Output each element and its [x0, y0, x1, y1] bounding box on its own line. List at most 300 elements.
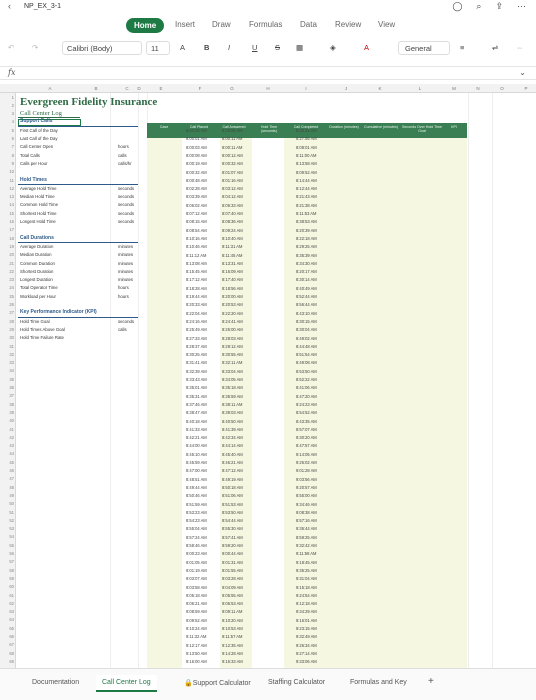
undo-icon[interactable]: ↶ [8, 43, 15, 52]
row-number[interactable]: 62 [9, 600, 14, 606]
row-number[interactable]: 29 [9, 326, 14, 332]
time-cell[interactable]: 8:32:11 AM [222, 360, 243, 366]
time-cell[interactable]: 9:08:38 AM [296, 509, 317, 515]
col-header-f[interactable]: F [198, 86, 202, 91]
row-number[interactable]: 48 [9, 484, 14, 490]
time-cell[interactable]: 8:53:23 AM [186, 509, 207, 515]
time-cell[interactable]: 8:26:00 AM [222, 327, 243, 333]
time-cell[interactable]: 8:09:52 AM [296, 169, 317, 175]
row-number[interactable]: 19 [9, 243, 14, 249]
time-cell[interactable]: 8:18:56 AM [222, 285, 243, 291]
row-number[interactable]: 49 [9, 492, 14, 498]
time-cell[interactable]: 8:00:12 AM [222, 152, 243, 158]
time-cell[interactable]: 8:25:49 AM [186, 327, 207, 333]
time-cell[interactable]: 8:20:33 AM [186, 302, 207, 308]
chevron-down-icon[interactable]: ⌄ [519, 68, 526, 77]
time-cell[interactable]: 8:08:01 AM [296, 144, 317, 150]
time-cell[interactable]: 9:26:34 AM [296, 642, 317, 648]
time-cell[interactable]: 8:00:11 AM [222, 136, 243, 142]
time-cell[interactable]: 8:24:16 AM [186, 318, 207, 324]
row-number[interactable]: 56 [9, 551, 14, 556]
time-cell[interactable]: 9:03:56 AM [296, 476, 317, 482]
col-header-i[interactable]: I [305, 86, 307, 91]
row-number[interactable]: 38 [9, 401, 14, 407]
borders-icon[interactable]: ▦ [296, 43, 304, 52]
row-number[interactable]: 37 [9, 393, 14, 399]
row-number[interactable]: 28 [9, 318, 14, 324]
share-icon[interactable]: ⇪ [495, 1, 503, 11]
row-number[interactable]: 22 [9, 268, 14, 274]
row-number[interactable]: 57 [9, 559, 14, 565]
time-cell[interactable]: 8:35:01 AM [186, 385, 207, 391]
time-cell[interactable]: 8:03:39 AM [186, 194, 207, 200]
time-cell[interactable]: 8:08:36 AM [222, 219, 243, 225]
time-cell[interactable]: 8:44:14 AM [222, 443, 243, 449]
row-number[interactable]: 55 [9, 542, 14, 548]
time-cell[interactable]: 8:22:20 AM [222, 310, 243, 316]
row-number[interactable]: 25 [9, 293, 14, 299]
time-cell[interactable]: 8:35:18 AM [222, 385, 243, 391]
time-cell[interactable]: 8:00:00 AM [186, 128, 207, 133]
tab-data[interactable]: Data [300, 20, 317, 29]
time-cell[interactable]: 8:52:22 AM [296, 377, 317, 382]
more-icon[interactable]: ··· [517, 1, 526, 11]
time-cell[interactable]: 9:16:00 AM [186, 659, 207, 665]
time-cell[interactable]: 8:59:25 AM [296, 534, 317, 540]
time-cell[interactable]: 8:04:12 AM [222, 194, 243, 200]
row-number[interactable]: 67 [9, 642, 14, 648]
time-cell[interactable]: 8:45:40 AM [222, 451, 243, 457]
lightbulb-icon[interactable]: ◯ [452, 1, 463, 11]
time-cell[interactable]: 9:06:21 AM [186, 601, 207, 607]
time-cell[interactable]: 8:51:06 AM [222, 493, 243, 499]
time-cell[interactable]: 8:14:44 AM [296, 177, 317, 183]
time-cell[interactable]: 8:27:33 AM [186, 335, 207, 341]
time-cell[interactable]: 8:17:12 AM [186, 277, 207, 283]
time-cell[interactable]: 9:08:59 AM [186, 609, 207, 615]
row-number[interactable]: 30 [9, 335, 14, 341]
time-cell[interactable]: 8:45:59 AM [186, 460, 207, 465]
time-cell[interactable]: 9:30:20 AM [296, 435, 317, 441]
col-header-b[interactable]: B [94, 86, 98, 91]
time-cell[interactable]: 8:19:44 AM [186, 294, 207, 299]
time-cell[interactable]: 9:16:33 AM [222, 659, 243, 665]
time-cell[interactable]: 8:22:04 AM [186, 310, 207, 316]
time-cell[interactable]: 8:51:54 AM [296, 352, 317, 358]
time-cell[interactable]: 9:12:17 AM [186, 642, 207, 648]
row-number[interactable]: 33 [9, 360, 14, 366]
row-number[interactable]: 58 [9, 567, 14, 573]
time-cell[interactable]: 9:01:28 AM [296, 468, 317, 474]
time-cell[interactable]: 8:34:05 AM [222, 377, 243, 382]
time-cell[interactable]: 9:03:28 AM [222, 576, 243, 582]
fill-color-icon[interactable]: ◈ [330, 43, 336, 52]
number-format-select[interactable]: General [398, 41, 450, 55]
time-cell[interactable]: 8:58:46 AM [186, 543, 207, 548]
align-icon[interactable]: ≡ [460, 43, 465, 52]
time-cell[interactable]: 9:32:49 AM [296, 634, 317, 640]
time-cell[interactable]: 9:26:02 AM [296, 460, 317, 465]
time-cell[interactable]: 8:47:00 AM [186, 468, 207, 474]
row-number[interactable]: 66 [9, 634, 14, 639]
row-number[interactable]: 50 [9, 501, 14, 507]
time-cell[interactable]: 8:01:16 AM [222, 177, 243, 183]
tab-home[interactable]: Home [126, 18, 164, 33]
header-cumulative[interactable]: Cumulative (minutes) [364, 125, 398, 129]
time-cell[interactable]: 8:22:18 AM [296, 235, 317, 241]
time-cell[interactable]: 9:14:05 AM [296, 451, 317, 457]
row-number[interactable]: 23 [9, 277, 14, 283]
row-number[interactable]: 54 [9, 534, 14, 540]
time-cell[interactable]: 8:29:25 AM [296, 244, 317, 250]
col-header-m[interactable]: M [452, 86, 456, 91]
time-cell[interactable]: 8:51:53 AM [222, 501, 243, 507]
font-name-select[interactable]: Calibri (Body) [62, 41, 142, 55]
col-header-e[interactable]: E [159, 86, 163, 91]
time-cell[interactable]: 9:06:53 AM [222, 601, 243, 607]
row-number[interactable]: 65 [9, 625, 14, 631]
row-number[interactable]: 64 [9, 617, 14, 623]
time-cell[interactable]: 8:08:15 AM [186, 219, 207, 225]
time-cell[interactable]: 8:11:45 AM [222, 252, 243, 258]
time-cell[interactable]: 8:00:32 AM [186, 169, 207, 175]
time-cell[interactable]: 8:07:12 AM [186, 211, 207, 216]
time-cell[interactable]: 8:00:05 AM [222, 128, 243, 133]
time-cell[interactable]: 8:07:40 AM [222, 211, 243, 216]
time-cell[interactable]: 9:00:44 AM [222, 551, 243, 557]
row-number[interactable]: 10 [9, 169, 14, 175]
row-number[interactable]: 39 [9, 409, 14, 415]
time-cell[interactable]: 8:49:02 AM [296, 335, 317, 341]
time-cell[interactable]: 9:03:58 AM [186, 584, 207, 590]
time-cell[interactable]: 8:38:53 AM [296, 219, 317, 225]
redo-icon[interactable]: ↷ [32, 43, 39, 52]
time-cell[interactable]: 8:31:41 AM [186, 360, 207, 366]
time-cell[interactable]: 8:54:23 AM [186, 518, 207, 524]
time-cell[interactable]: 9:12:18 AM [296, 601, 317, 607]
spreadsheet-grid[interactable] [0, 84, 536, 668]
time-cell[interactable]: 8:41:33 AM [186, 426, 207, 432]
time-cell[interactable]: 8:20:42 AM [296, 128, 317, 133]
time-cell[interactable]: 8:49:19 AM [222, 476, 243, 482]
time-cell[interactable]: 8:15:45 AM [186, 269, 207, 275]
font-color-icon[interactable]: A [364, 43, 370, 52]
row-number[interactable]: 63 [9, 609, 14, 615]
time-cell[interactable]: 9:04:09 AM [222, 584, 243, 590]
time-cell[interactable]: 8:35:39 AM [296, 252, 317, 258]
col-header-h[interactable]: H [266, 86, 270, 91]
row-number[interactable]: 44 [9, 451, 14, 457]
time-cell[interactable]: 8:11:53 AM [296, 211, 317, 216]
row-number[interactable]: 52 [9, 517, 14, 523]
time-cell[interactable]: 9:05:18 AM [186, 592, 207, 598]
row-number[interactable]: 51 [9, 509, 14, 515]
tab-draw[interactable]: Draw [212, 20, 231, 29]
merge-icon[interactable]: ⇔ [516, 43, 524, 52]
row-number[interactable]: 61 [9, 592, 14, 598]
row-number[interactable]: 69 [9, 658, 14, 664]
time-cell[interactable]: 8:52:44 AM [296, 294, 317, 299]
time-cell[interactable]: 9:01:19 AM [186, 567, 207, 573]
time-cell[interactable]: 8:41:06 AM [296, 385, 317, 391]
col-header-g[interactable]: G [230, 86, 234, 91]
time-cell[interactable]: 8:49:44 AM [186, 484, 207, 490]
row-number[interactable]: 35 [9, 376, 14, 382]
time-cell[interactable]: 8:30:14 AM [296, 277, 317, 283]
tab-view[interactable]: View [378, 20, 396, 29]
time-cell[interactable]: 8:47:57 AM [296, 443, 317, 449]
row-number[interactable]: 31 [9, 343, 14, 349]
time-cell[interactable]: 8:45:10 AM [186, 451, 207, 457]
row-number[interactable]: 40 [9, 418, 14, 424]
time-cell[interactable]: 9:23:15 AM [296, 626, 317, 631]
row-number[interactable]: 47 [9, 476, 14, 482]
row-number[interactable]: 34 [9, 368, 14, 374]
time-cell[interactable]: 9:14:28 AM [222, 650, 243, 656]
row-number[interactable]: 20 [9, 252, 14, 258]
header-duration[interactable]: Duration (minutes) [329, 125, 359, 129]
time-cell[interactable]: 8:35:31 AM [186, 393, 207, 399]
time-cell[interactable]: 8:42:21 AM [186, 435, 207, 441]
time-cell[interactable]: 8:18:28 AM [186, 285, 207, 291]
time-cell[interactable]: 9:35:25 AM [296, 567, 317, 573]
row-number[interactable]: 46 [9, 468, 14, 473]
time-cell[interactable]: 8:20:17 AM [296, 269, 317, 275]
time-cell[interactable]: 8:00:11 AM [222, 144, 243, 150]
row-number[interactable]: 4 [11, 119, 14, 125]
header-call-completed[interactable]: Call Completed [293, 125, 319, 129]
time-cell[interactable]: 8:11:00 AM [296, 152, 317, 158]
time-cell[interactable]: 8:13:58 AM [296, 161, 317, 167]
time-cell[interactable]: 8:13:08 AM [186, 260, 207, 266]
time-cell[interactable]: 8:49:08 AM [296, 360, 317, 366]
row-number[interactable]: 15 [9, 210, 14, 216]
time-cell[interactable]: 8:11:31 AM [222, 244, 243, 250]
time-cell[interactable]: 8:41:39 AM [222, 426, 243, 432]
time-cell[interactable]: 8:00:19 AM [186, 161, 207, 167]
time-cell[interactable]: 8:53:50 AM [296, 368, 317, 374]
row-number[interactable]: 7 [11, 144, 14, 150]
time-cell[interactable]: 8:33:43 AM [186, 377, 207, 382]
time-cell[interactable]: 8:13:31 AM [222, 260, 243, 266]
tab-review[interactable]: Review [335, 20, 362, 29]
time-cell[interactable]: 8:40:49 AM [296, 285, 317, 291]
header-call-answered[interactable]: Call Answered [222, 125, 246, 129]
row-number[interactable]: 68 [9, 650, 14, 656]
col-header-c[interactable]: C [125, 86, 129, 91]
time-cell[interactable]: 9:09:11 AM [222, 609, 243, 615]
time-cell[interactable]: 9:34:29 AM [296, 609, 317, 615]
row-number[interactable]: 11 [9, 177, 14, 183]
time-cell[interactable]: 8:16:09 AM [222, 269, 243, 275]
time-cell[interactable]: 8:20:39 AM [296, 227, 317, 233]
row-number[interactable]: 36 [9, 385, 14, 390]
time-cell[interactable]: 9:24:23 AM [296, 401, 317, 407]
tab-formulas[interactable]: Formulas [249, 20, 283, 29]
time-cell[interactable]: 8:42:34 AM [222, 435, 243, 441]
time-cell[interactable]: 8:44:48 AM [296, 343, 317, 349]
row-number[interactable]: 18 [9, 235, 14, 241]
row-number[interactable]: 32 [9, 351, 14, 357]
font-size-select[interactable]: 11 [146, 41, 170, 55]
col-header-a[interactable]: A [48, 86, 52, 91]
time-cell[interactable]: 8:43:35 AM [296, 418, 317, 424]
sheet-tab-formulas-and-key[interactable]: Formulas and Key [350, 679, 407, 686]
time-cell[interactable]: 8:00:08 AM [186, 152, 207, 158]
time-cell[interactable]: 9:01:31 AM [222, 559, 243, 565]
time-cell[interactable]: 8:09:24 AM [222, 227, 243, 233]
time-cell[interactable]: 8:03:12 AM [222, 186, 243, 192]
time-cell[interactable]: 9:00:23 AM [186, 551, 207, 557]
col-header-p[interactable]: P [524, 86, 528, 91]
time-cell[interactable]: 8:10:40 AM [222, 235, 243, 241]
search-icon[interactable]: ⌕ [476, 1, 482, 11]
time-cell[interactable]: 8:17:40 AM [222, 277, 243, 283]
time-cell[interactable]: 9:03:07 AM [186, 576, 207, 582]
time-cell[interactable]: 8:50:46 AM [186, 493, 207, 499]
row-number[interactable]: 13 [9, 194, 14, 200]
sheet-tab-staffing-calculator[interactable]: Staffing Calculator [268, 679, 326, 686]
time-cell[interactable]: 8:44:00 AM [186, 443, 207, 449]
col-header-o[interactable]: O [500, 86, 504, 91]
time-cell[interactable]: 9:11:57 AM [222, 634, 243, 640]
sheet-tab-documentation[interactable]: Documentation [32, 679, 80, 686]
back-chevron-icon[interactable]: ‹ [8, 1, 11, 11]
time-cell[interactable]: 8:32:39 AM [186, 368, 207, 374]
wrap-text-icon[interactable]: ⇌ [492, 43, 499, 52]
time-cell[interactable]: 8:50:18 AM [222, 484, 243, 490]
time-cell[interactable]: 9:10:53 AM [222, 626, 243, 631]
row-number[interactable]: 24 [9, 285, 14, 291]
time-cell[interactable]: 8:59:20 AM [222, 543, 243, 548]
time-cell[interactable]: 8:11:12 AM [186, 252, 207, 258]
time-cell[interactable]: 9:31:04 AM [296, 576, 317, 582]
time-cell[interactable]: 8:57:24 AM [186, 534, 207, 540]
time-cell[interactable]: 9:11:58 AM [296, 551, 317, 557]
tab-insert[interactable]: Insert [175, 20, 196, 29]
row-number[interactable]: 9 [11, 160, 14, 166]
bold-icon[interactable]: B [204, 43, 210, 52]
time-cell[interactable]: 8:55:04 AM [186, 526, 207, 532]
row-number[interactable]: 26 [9, 302, 14, 307]
time-cell[interactable]: 8:27:55 AM [296, 136, 317, 142]
col-header-k[interactable]: K [378, 86, 382, 91]
row-number[interactable]: 42 [9, 434, 14, 440]
formula-bar[interactable] [0, 66, 536, 80]
row-number[interactable]: 8 [11, 152, 14, 158]
time-cell[interactable]: 9:18:45 AM [296, 559, 317, 565]
time-cell[interactable]: 9:01:55 AM [222, 567, 243, 573]
time-cell[interactable]: 9:05:55 AM [222, 592, 243, 598]
row-number[interactable]: 41 [9, 426, 14, 432]
time-cell[interactable]: 8:39:03 AM [222, 410, 243, 416]
time-cell[interactable]: 9:33:06 AM [296, 659, 317, 665]
time-cell[interactable]: 9:34:46 AM [296, 501, 317, 507]
time-cell[interactable]: 8:12:44 AM [296, 186, 317, 192]
time-cell[interactable]: 9:32:42 AM [296, 543, 317, 548]
time-cell[interactable]: 8:20:53 AM [222, 302, 243, 308]
time-cell[interactable]: 8:10:46 AM [186, 244, 207, 250]
increase-font-icon[interactable]: A [180, 43, 186, 52]
time-cell[interactable]: 8:38:47 AM [186, 410, 207, 416]
time-cell[interactable]: 8:54:44 AM [222, 518, 243, 524]
time-cell[interactable]: 8:48:51 AM [186, 476, 207, 482]
time-cell[interactable]: 8:35:59 AM [222, 393, 243, 399]
time-cell[interactable]: 8:30:25 AM [186, 352, 207, 358]
col-header-d[interactable]: D [137, 86, 141, 91]
time-cell[interactable]: 9:27:14 AM [296, 650, 317, 656]
time-cell[interactable]: 9:36:44 AM [296, 526, 317, 532]
time-cell[interactable]: 8:10:16 AM [186, 235, 207, 241]
time-cell[interactable]: 9:24:54 AM [296, 592, 317, 598]
time-cell[interactable]: 8:46:21 AM [222, 460, 243, 465]
header-case[interactable]: Case [159, 125, 169, 129]
time-cell[interactable]: 8:56:44 AM [296, 302, 317, 308]
time-cell[interactable]: 8:00:32 AM [222, 161, 243, 167]
col-header-j[interactable]: J [344, 86, 348, 91]
time-cell[interactable]: 8:00:48 AM [186, 177, 207, 183]
time-cell[interactable]: 8:57:07 AM [296, 426, 317, 432]
row-number[interactable]: 43 [9, 443, 14, 449]
row-number[interactable]: 53 [9, 526, 14, 532]
header-kpi[interactable]: KPI [451, 125, 457, 129]
row-number[interactable]: 5 [11, 127, 14, 133]
row-number[interactable]: 6 [11, 136, 14, 141]
col-header-l[interactable]: L [418, 86, 422, 91]
time-cell[interactable]: 8:43:10 AM [296, 310, 317, 316]
time-cell[interactable]: 8:54:52 AM [296, 410, 317, 416]
time-cell[interactable]: 8:51:59 AM [186, 501, 207, 507]
sheet-tab-call-center-log[interactable]: Call Center Log [96, 675, 157, 692]
time-cell[interactable]: 9:11:32 AM [186, 634, 207, 640]
time-cell[interactable]: 9:10:20 AM [222, 617, 243, 623]
time-cell[interactable]: 8:37:46 AM [186, 401, 207, 407]
time-cell[interactable]: 9:01:05 AM [186, 559, 207, 565]
time-cell[interactable]: 8:33:04 AM [222, 368, 243, 374]
row-number[interactable]: 45 [9, 459, 14, 465]
strikethrough-icon[interactable]: S [275, 43, 281, 52]
time-cell[interactable]: 8:55:00 AM [296, 493, 317, 499]
time-cell[interactable]: 8:30:15 AM [296, 318, 317, 324]
time-cell[interactable]: 8:53:50 AM [222, 509, 243, 515]
time-cell[interactable]: 8:28:37 AM [186, 343, 207, 349]
header-hold-time[interactable]: Hold Time (seconds) [260, 125, 278, 134]
row-number[interactable]: 2 [11, 102, 14, 108]
time-cell[interactable]: 8:57:16 AM [296, 518, 317, 524]
time-cell[interactable]: 8:21:38 AM [296, 202, 317, 208]
col-header-n[interactable]: N [476, 86, 480, 91]
time-cell[interactable]: 9:16:01 AM [296, 617, 317, 623]
time-cell[interactable]: 8:29:12 AM [222, 343, 243, 349]
time-cell[interactable]: 8:06:33 AM [222, 202, 243, 208]
row-number[interactable]: 16 [9, 219, 14, 224]
italic-icon[interactable]: I [228, 43, 231, 52]
row-number[interactable]: 12 [9, 185, 14, 191]
time-cell[interactable]: 8:40:18 AM [186, 418, 207, 424]
time-cell[interactable]: 8:21:43 AM [296, 194, 317, 200]
row-number[interactable]: 14 [9, 202, 14, 208]
row-number[interactable]: 27 [9, 310, 14, 316]
time-cell[interactable]: 9:15:18 AM [296, 584, 317, 590]
time-cell[interactable]: 9:09:52 AM [186, 617, 207, 623]
underline-icon[interactable]: U [252, 43, 258, 52]
add-sheet-button[interactable]: + [428, 676, 434, 687]
time-cell[interactable]: 8:55:30 AM [222, 526, 243, 532]
time-cell[interactable]: 8:00:01 AM [186, 136, 207, 142]
time-cell[interactable]: 8:20:00 AM [222, 294, 243, 299]
row-number[interactable]: 21 [9, 260, 14, 266]
time-cell[interactable]: 8:30:04 AM [296, 327, 317, 333]
